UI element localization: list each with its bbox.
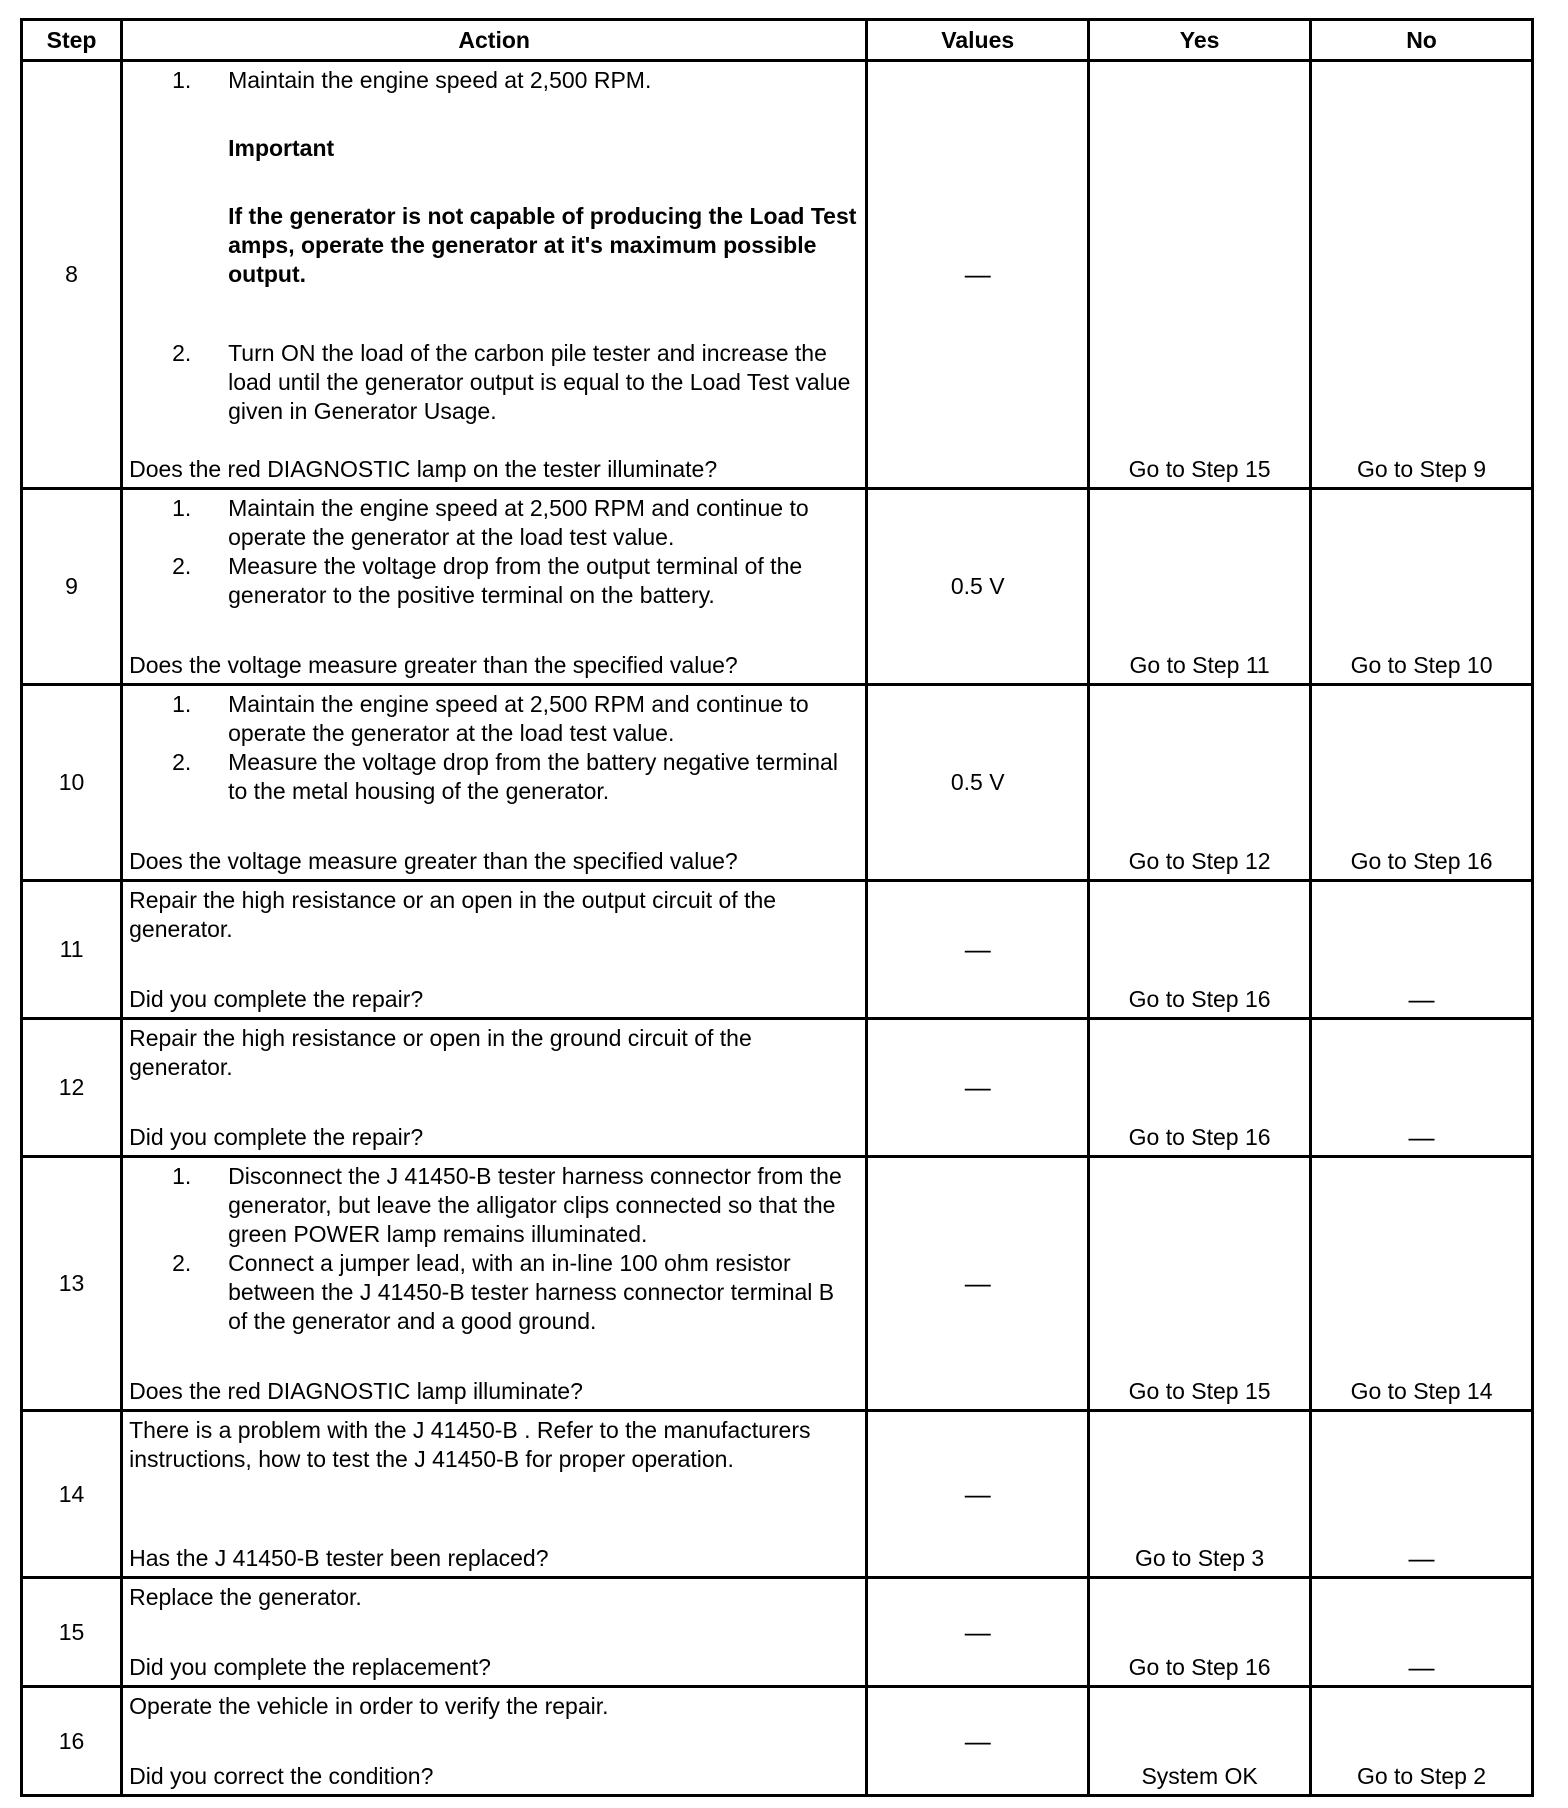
- step-number: 8: [22, 61, 122, 489]
- yes-cell: Go to Step 16: [1089, 1578, 1311, 1687]
- action-question: Did you complete the repair?: [129, 986, 424, 1012]
- no-cell: —: [1311, 881, 1533, 1019]
- table-row: [22, 1687, 1533, 1796]
- header-action: Action: [122, 20, 867, 61]
- action-cell: [122, 1578, 867, 1687]
- list-number: 1.: [172, 67, 192, 93]
- no-cell: Go to Step 2: [1311, 1687, 1533, 1796]
- action-cell: [122, 1411, 867, 1578]
- table-row: [22, 881, 1533, 1019]
- value-cell: 0.5 V: [867, 685, 1089, 881]
- action-cell: [122, 685, 867, 881]
- yes-cell: Go to Step 15: [1089, 1157, 1311, 1411]
- action-cell: [122, 61, 867, 489]
- header-yes: Yes: [1089, 20, 1311, 61]
- action-question: Does the red DIAGNOSTIC lamp on the tester illuminate?: [129, 456, 718, 482]
- no-cell: Go to Step 14: [1311, 1157, 1533, 1411]
- header-row: [22, 20, 1533, 61]
- step-number: 15: [22, 1578, 122, 1687]
- action-question: Does the voltage measure greater than the specified value?: [129, 848, 738, 874]
- table-row: [22, 685, 1533, 881]
- no-cell: Go to Step 10: [1311, 489, 1533, 685]
- action-item: Maintain the engine speed at 2,500 RPM.: [228, 67, 652, 93]
- table-row: [22, 489, 1533, 685]
- action-cell: [122, 1019, 867, 1157]
- diagnostic-table-document: [20, 18, 1534, 1797]
- header-step: Step: [22, 20, 122, 61]
- list-number: 1.: [172, 1163, 192, 1189]
- value-cell: —: [867, 1019, 1089, 1157]
- action-item: Disconnect the J 41450-B tester harness connector from the generator, but leave the alligator clips connected so that the green POWER lamp remains illuminated.: [228, 1163, 842, 1247]
- value-cell: —: [867, 1687, 1089, 1796]
- action-question: Did you complete the replacement?: [129, 1654, 491, 1680]
- list-number: 1.: [172, 495, 192, 521]
- yes-cell: Go to Step 16: [1089, 881, 1311, 1019]
- table-row: [22, 1578, 1533, 1687]
- action-question: Did you correct the condition?: [129, 1763, 434, 1789]
- action-text: There is a problem with the J 41450-B . Refer to the manufacturers instructions, how to test the J 41450-B for proper operation.: [129, 1417, 811, 1472]
- value-cell: —: [867, 61, 1089, 489]
- list-number: 2.: [172, 1250, 192, 1276]
- list-number: 2.: [172, 749, 192, 775]
- action-text: Repair the high resistance or an open in the output circuit of the generator.: [129, 887, 777, 942]
- action-item: Measure the voltage drop from the output terminal of the generator to the positive terminal on the battery.: [228, 553, 803, 608]
- step-number: 12: [22, 1019, 122, 1157]
- value-cell: —: [867, 881, 1089, 1019]
- important-note: If the generator is not capable of producing the Load Test amps, operate the generator at it's maximum possible output.: [228, 203, 857, 287]
- action-question: Has the J 41450-B tester been replaced?: [129, 1545, 549, 1571]
- list-number: 2.: [172, 553, 192, 579]
- step-number: 10: [22, 685, 122, 881]
- yes-cell: Go to Step 16: [1089, 1019, 1311, 1157]
- table-row: [22, 61, 1533, 489]
- header-values: Values: [867, 20, 1089, 61]
- list-number: 2.: [172, 340, 192, 366]
- action-question: Does the voltage measure greater than the specified value?: [129, 652, 738, 678]
- header-no: No: [1311, 20, 1533, 61]
- yes-cell: Go to Step 12: [1089, 685, 1311, 881]
- yes-cell: System OK: [1089, 1687, 1311, 1796]
- step-number: 13: [22, 1157, 122, 1411]
- action-item: Measure the voltage drop from the battery negative terminal to the metal housing of the generator.: [228, 749, 838, 804]
- no-cell: —: [1311, 1411, 1533, 1578]
- action-cell: [122, 1687, 867, 1796]
- yes-cell: Go to Step 15: [1089, 61, 1311, 489]
- action-question: Did you complete the repair?: [129, 1124, 424, 1150]
- step-number: 11: [22, 881, 122, 1019]
- no-cell: —: [1311, 1578, 1533, 1687]
- action-item: Maintain the engine speed at 2,500 RPM and continue to operate the generator at the load test value.: [228, 495, 809, 550]
- action-cell: [122, 881, 867, 1019]
- no-cell: Go to Step 9: [1311, 61, 1533, 489]
- value-cell: 0.5 V: [867, 489, 1089, 685]
- action-item: Connect a jumper lead, with an in-line 100 ohm resistor between the J 41450-B tester harness connector terminal B of the generator and a good ground.: [228, 1250, 835, 1334]
- value-cell: —: [867, 1578, 1089, 1687]
- step-number: 9: [22, 489, 122, 685]
- action-item: Turn ON the load of the carbon pile tester and increase the load until the generator output is equal to the Load Test value given in Generator Usage.: [228, 340, 851, 424]
- step-number: 16: [22, 1687, 122, 1796]
- action-text: Operate the vehicle in order to verify the repair.: [129, 1693, 609, 1719]
- value-cell: —: [867, 1157, 1089, 1411]
- yes-cell: Go to Step 11: [1089, 489, 1311, 685]
- table-row: [22, 1411, 1533, 1578]
- action-question: Does the red DIAGNOSTIC lamp illuminate?: [129, 1378, 583, 1404]
- table-row: [22, 1019, 1533, 1157]
- value-cell: —: [867, 1411, 1089, 1578]
- step-number: 14: [22, 1411, 122, 1578]
- action-cell: [122, 489, 867, 685]
- action-cell: [122, 1157, 867, 1411]
- no-cell: Go to Step 16: [1311, 685, 1533, 881]
- action-text: Replace the generator.: [129, 1584, 362, 1610]
- diagnostic-table: [20, 18, 1534, 1797]
- action-item: Maintain the engine speed at 2,500 RPM and continue to operate the generator at the load test value.: [228, 691, 809, 746]
- yes-cell: Go to Step 3: [1089, 1411, 1311, 1578]
- important-label: Important: [228, 135, 335, 161]
- no-cell: —: [1311, 1019, 1533, 1157]
- list-number: 1.: [172, 691, 192, 717]
- table-row: [22, 1157, 1533, 1411]
- action-text: Repair the high resistance or open in the ground circuit of the generator.: [129, 1025, 752, 1080]
